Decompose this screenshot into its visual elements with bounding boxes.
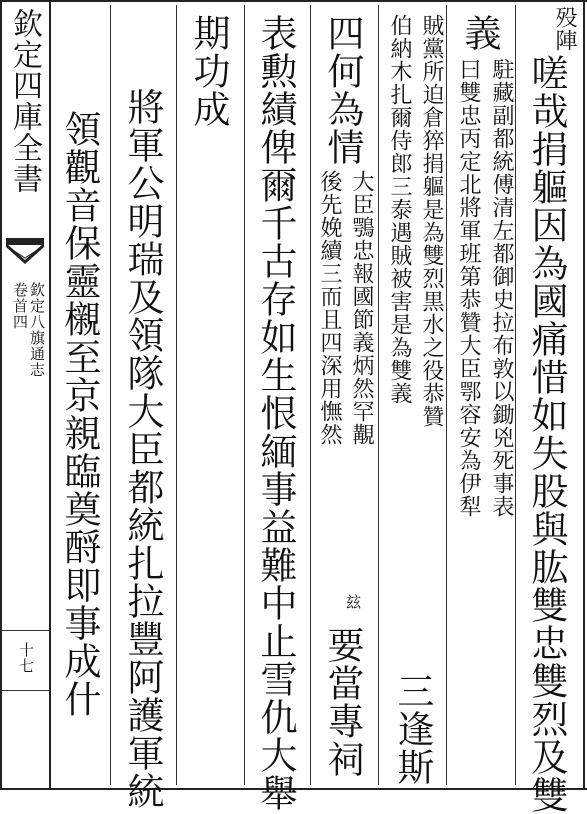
column-3-large-text: 三逢斯 — [391, 672, 434, 786]
right-border — [583, 0, 585, 790]
margin-volume: 卷首四 — [11, 282, 29, 330]
column-3-note-b: 伯納木扎爾侍郎三泰遇賊被害是為雙義 — [387, 14, 412, 405]
page-tick-top — [0, 630, 49, 631]
column-rule — [446, 5, 447, 785]
column-1-heading-note: 殁陣 — [552, 6, 577, 52]
book-title: 欽定四庫全書 — [7, 8, 42, 194]
column-rule — [244, 5, 245, 785]
column-rule — [515, 5, 516, 785]
column-4-large-text-top: 四何為情 — [321, 14, 364, 166]
column-rule — [176, 5, 177, 785]
margin-divider — [49, 0, 51, 790]
margin-subtitle: 欽定八旗通志 — [28, 282, 46, 378]
page-number: 十七 — [17, 642, 35, 674]
column-rule — [378, 5, 379, 785]
column-5-text: 表勲績俾爾千古存如生恨緬事益難中止雪仇大舉 — [254, 14, 297, 812]
column-7-text: 將軍公明瑞及領隊大臣都統扎拉豐阿護軍統 — [121, 88, 164, 810]
column-6-text: 期功成 — [187, 14, 230, 128]
column-2-large-char: 義 — [458, 14, 501, 52]
column-rule — [110, 5, 111, 785]
page-tick-bottom — [0, 690, 49, 691]
column-2-note-b: 曰雙忠丙定北將軍班第恭贊大臣鄂容安為伊犁 — [456, 58, 481, 518]
column-3-note-a: 賊黨所迫倉猝捐軀是為雙烈黒水之役恭贊 — [419, 14, 444, 428]
column-1-text: 嗟哉捐軀因為國痛惜如失股與肱雙忠雙烈及雙 — [525, 54, 568, 814]
column-2-note-a: 駐藏副都統傅清左都御史拉布敦以鋤兇死事表 — [489, 58, 514, 518]
fish-tail-mark-icon — [6, 238, 44, 268]
top-border — [0, 0, 587, 2]
column-rule — [310, 5, 311, 785]
column-4-note-a: 大臣鶚忠報國節義炳然罕覯 — [349, 170, 374, 446]
column-4-honorific-note: 玆 — [344, 594, 362, 610]
column-8-text: 領觀音保靈櫬至京親臨奠酹即事成什 — [58, 110, 101, 718]
left-border — [0, 0, 2, 790]
column-4-large-text-bottom: 要當專祠 — [321, 626, 364, 778]
column-4-note-b: 後先娩續三而且四深用憮然 — [317, 170, 342, 446]
